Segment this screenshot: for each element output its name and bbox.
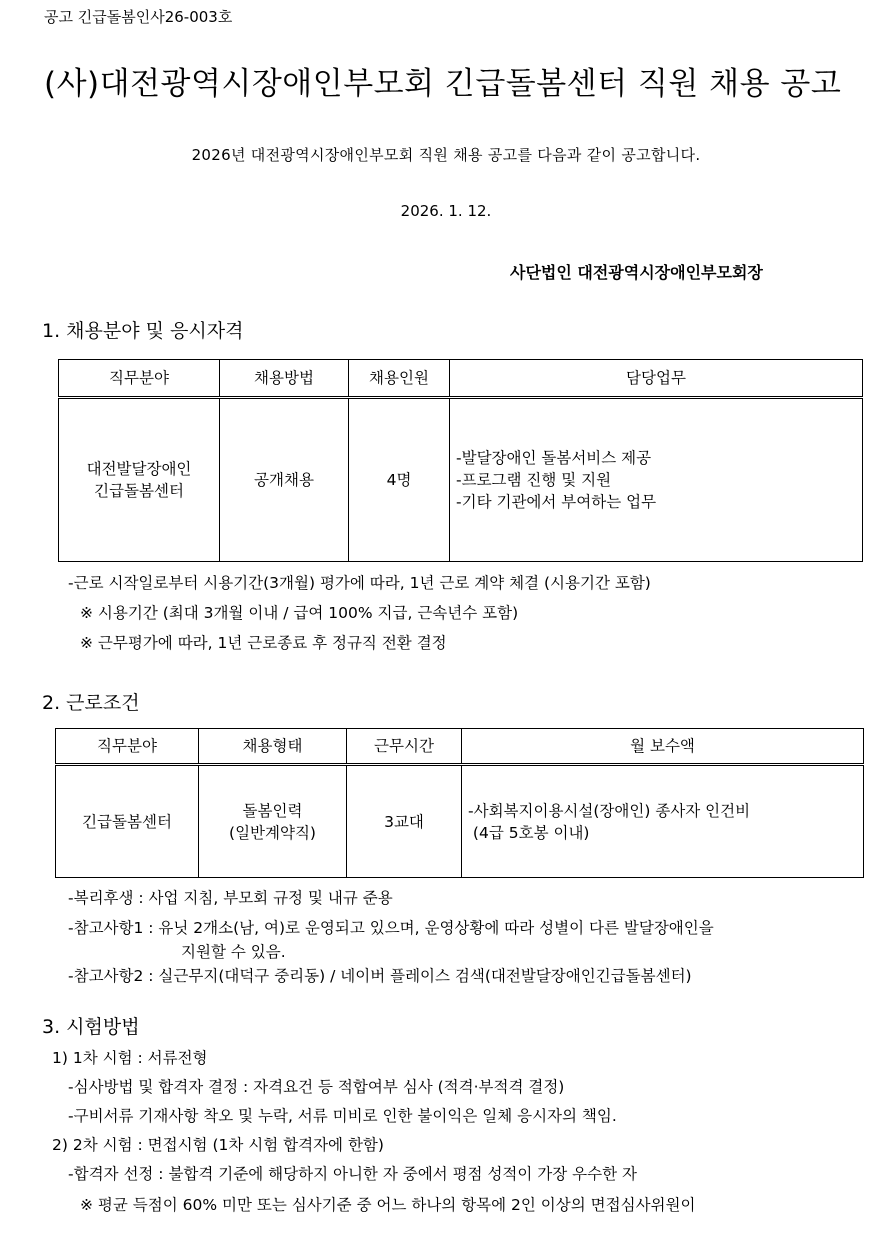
section-1-note: -근로 시작일로부터 시용기간(3개월) 평가에 따라, 1년 근로 계약 체결 (시용기간 포함)	[68, 574, 651, 592]
exam-detail: -구비서류 기재사항 착오 및 누락, 서류 미비로 인한 불이익은 일체 응시자의 책임.	[68, 1107, 617, 1125]
cell-duties: -발달장애인 돌봄서비스 제공 -프로그램 진행 및 지원 -기타 기관에서 부여하는 업무	[450, 398, 863, 562]
section-2-heading: 2. 근로조건	[42, 692, 140, 714]
header-pay: 월 보수액	[462, 729, 864, 765]
intro-text: 2026년 대전광역시장애인부모회 직원 채용 공고를 다음과 같이 공고합니다.	[191, 146, 701, 164]
document-number: 공고 긴급돌봄인사26-003호	[44, 8, 233, 26]
section-3-heading: 3. 시험방법	[42, 1016, 140, 1038]
exam-detail: ※ 평균 득점이 60% 미만 또는 심사기준 중 어느 하나의 항목에 2인 이상의 면접심사위원이	[80, 1196, 696, 1214]
header-duties: 담당업무	[450, 360, 863, 398]
header-field: 직무분야	[56, 729, 199, 765]
section-1-note: ※ 근무평가에 따라, 1년 근로종료 후 정규직 전환 결정	[80, 634, 447, 652]
announcement-date: 2026. 1. 12.	[400, 202, 492, 220]
exam-detail: -심사방법 및 합격자 결정 : 자격요건 등 적합여부 심사 (적격·부적격 결정)	[68, 1078, 565, 1096]
section-1-heading: 1. 채용분야 및 응시자격	[42, 320, 244, 342]
cell-type: 돌봄인력 (일반계약직)	[199, 765, 347, 878]
header-count: 채용인원	[349, 360, 450, 398]
recruitment-table	[58, 359, 863, 562]
header-method: 채용방법	[220, 360, 349, 398]
table-header-row	[56, 729, 864, 765]
section-2-note: -참고사항1 : 유닛 2개소(남, 여)로 운영되고 있으며, 운영상황에 따라 성별이 다른 발달장애인을	[68, 919, 714, 937]
issuer-name: 사단법인 대전광역시장애인부모회장	[510, 263, 763, 282]
cell-method: 공개채용	[220, 398, 349, 562]
table-header-row	[59, 360, 863, 398]
section-2-note: -참고사항2 : 실근무지(대덕구 중리동) / 네이버 플레이스 검색(대전발달장애인긴급돌봄센터)	[68, 967, 692, 985]
section-2-note-continuation: 지원할 수 있음.	[181, 943, 286, 961]
header-field: 직무분야	[59, 360, 220, 398]
cell-hours: 3교대	[347, 765, 462, 878]
table-row	[59, 398, 863, 562]
working-conditions-table	[55, 728, 864, 878]
table-row	[56, 765, 864, 878]
header-type: 채용형태	[199, 729, 347, 765]
header-hours: 근무시간	[347, 729, 462, 765]
section-1-note: ※ 시용기간 (최대 3개월 이내 / 급여 100% 지급, 근속년수 포함)	[80, 604, 519, 622]
cell-field: 긴급돌봄센터	[56, 765, 199, 878]
exam-detail: -합격자 선정 : 불합격 기준에 해당하지 아니한 자 중에서 평점 성적이 가장 우수한 자	[68, 1165, 637, 1183]
section-2-note: -복리후생 : 사업 지침, 부모회 규정 및 내규 준용	[68, 889, 393, 907]
exam-step: 1) 1차 시험 : 서류전형	[52, 1049, 208, 1067]
cell-pay: -사회복지이용시설(장애인) 종사자 인건비 (4급 5호봉 이내)	[462, 765, 864, 878]
page-title: (사)대전광역시장애인부모회 긴급돌봄센터 직원 채용 공고	[44, 66, 842, 102]
cell-count: 4명	[349, 398, 450, 562]
exam-step: 2) 2차 시험 : 면접시험 (1차 시험 합격자에 한함)	[52, 1136, 384, 1154]
cell-field: 대전발달장애인 긴급돌봄센터	[59, 398, 220, 562]
